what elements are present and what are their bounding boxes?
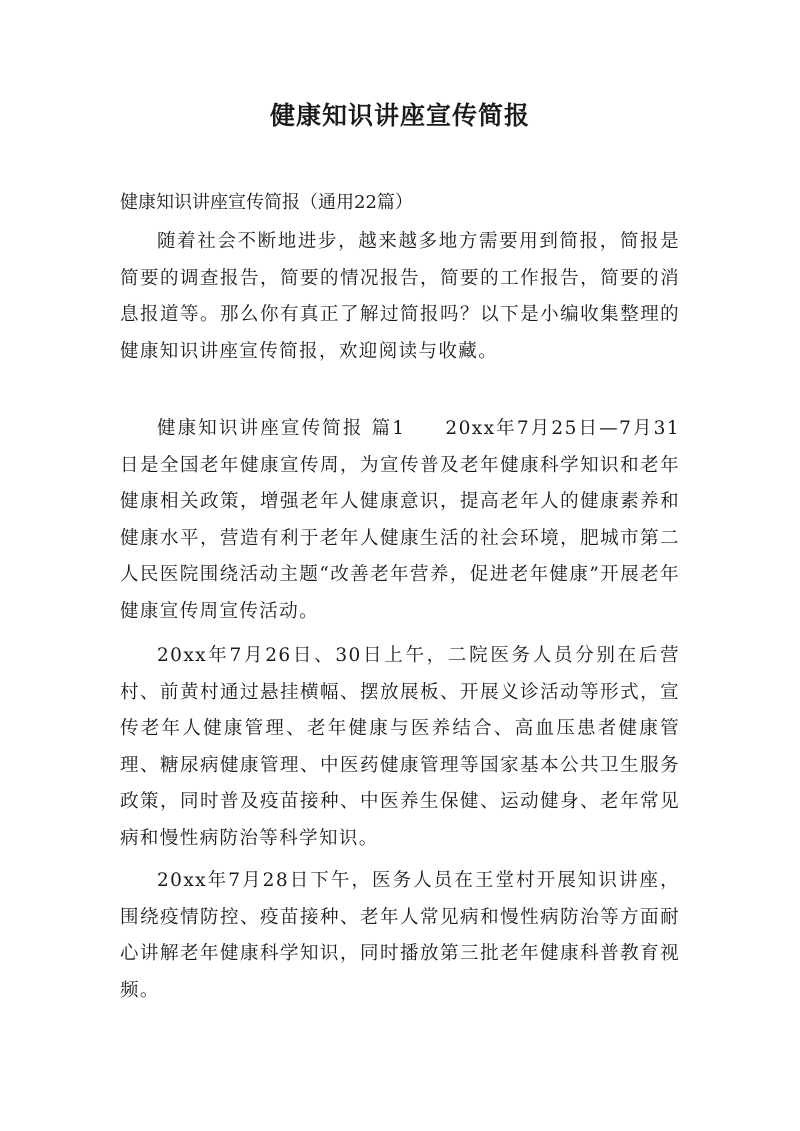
intro-paragraph: 随着社会不断地进步，越来越多地方需要用到简报，简报是简要的调查报告，简要的情况报告，简要的工作报告，简要的消息报道等。那么你有真正了解过简报吗？以下是小编收集整理的健康知识讲座宣传简报，欢迎阅读与收藏。 xyxy=(120,231,680,362)
document-title: 健康知识讲座宣传简报 xyxy=(269,101,530,130)
section-1-heading: 健康知识讲座宣传简报 篇1 xyxy=(157,418,406,439)
document-subtitle: 健康知识讲座宣传简报（通用22篇） xyxy=(120,192,413,213)
body-paragraph-2: 20xx年7月26日、30日上午，二院医务人员分别在后营村、前黄村通过悬挂横幅、摆放展板、开展义诊活动等形式，宣传老年人健康管理、老年健康与医养结合、高血压患者健康管理、糖尿病健康管理、中医药健康管理等国家基本公共卫生服务政策，同时普及疫苗接种、中医养生保健、运动健身、老年常见病和慢性病防治等科学知识。 xyxy=(120,645,680,849)
section-1-text: 20xx年7月25日—7月31日是全国老年健康宣传周，为宣传普及老年健康科学知识和老年健康相关政策，增强老年人健康意识，提高老年人的健康素养和健康水平，营造有利于老年人健康生活的社会环境，肥城市第二人民医院围绕活动主题“改善老年营养，促进老年健康”开展老年健康宣传周宣传活动。 xyxy=(120,418,680,622)
section-1-paragraph xyxy=(120,411,680,630)
body-paragraph-3: 20xx年7月28日下午，医务人员在王堂村开展知识讲座，围绕疫情防控、疫苗接种、老年人常见病和慢性病防治等方面耐心讲解老年健康科学知识，同时播放第三批老年健康科普教育视频。 xyxy=(120,870,680,1001)
